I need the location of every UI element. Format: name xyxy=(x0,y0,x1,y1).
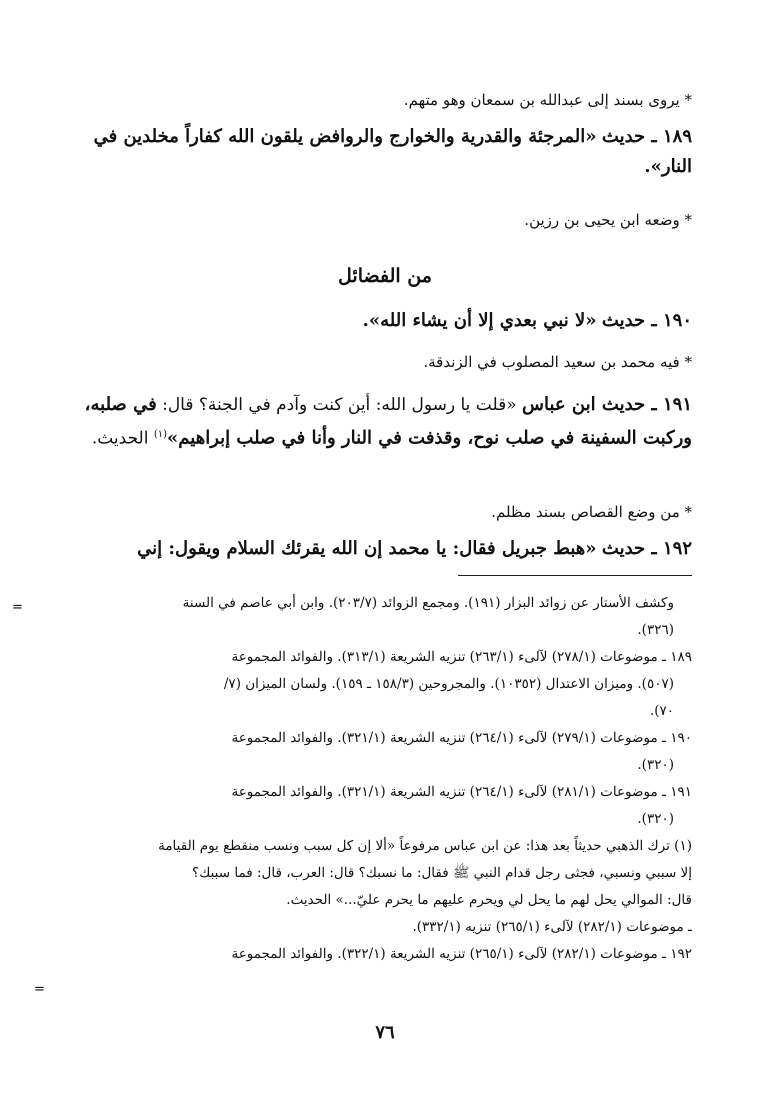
continued-mark-end: = xyxy=(34,982,45,997)
fn-note1-a: (١) ترك الذهبي حديثاً بعد هذا: عن ابن عباس مرفوعاً «ألا إن كل سبب ونسب منقطع يوم القيامة xyxy=(158,838,692,854)
hadith-192-number: ١٩٢ ـ حديث xyxy=(601,538,692,559)
book-page xyxy=(12,80,692,1080)
fn-note1-b: إلا سببي ونسبي، فجثى رجل قدام النبي ﷺ فقال: ما نسبك؟ قال: العرب، قال: فما سببك؟ xyxy=(192,865,692,881)
hadith-191-plain: «قلت يا رسول الله: أين كنت وآدم في الجنة؟ قال xyxy=(167,395,517,415)
fn-189-a: ١٨٩ ـ موضوعات (٢٧٨/١) لآلىء (٢٦٣/١) تنزيه الشريعة (٣١٣/١). والفوائد المجموعة xyxy=(231,649,692,665)
hadith-192 xyxy=(78,534,692,564)
fn-192-a: ١٩٢ ـ موضوعات (٢٨٢/١) لآلىء (٢٦٥/١) تنزيه الشريعة (٣٢٢/١). والفوائد المجموعة xyxy=(231,946,692,962)
hadith-189-text: «المرجئة والقدرية والخوارج والروافض يلقون الله كفاراً مخلدين في النار». xyxy=(93,126,692,177)
fn-cont-2: (٣٢٦). xyxy=(637,622,674,638)
hadith-189 xyxy=(78,122,692,182)
fn-191-a: ١٩١ ـ موضوعات (٢٨١/١) لآلىء (٢٦٤/١) تنزيه الشريعة (٣٢١/١). والفوائد المجموعة xyxy=(231,784,692,800)
footnote-divider xyxy=(458,575,692,576)
hadith-191-number: ١٩١ ـ حديث ابن عباس xyxy=(522,394,692,415)
page-number: ٧٦ xyxy=(375,1022,395,1043)
hadith-190-number: ١٩٠ ـ حديث xyxy=(601,310,692,331)
footnote-ref: (١) xyxy=(153,429,168,440)
fn-cont-1: وكشف الأستار عن زوائد البزار (١٩١). ومجمع الزوائد (٢٠٣/٧). وابن أبي عاصم في السنة xyxy=(182,595,674,611)
hadith-191-note: * من وضع القصاص بسند مظلم. xyxy=(491,503,692,521)
hadith-191-bold: في صلبه، وركبت السفينة في صلب نوح، وقذفت في النار وأنا في صلب إبراهيم» xyxy=(84,394,692,449)
fn-189-c: ٧٠). xyxy=(649,703,674,719)
hadith-192-text: «هبط جبريل فقال: يا محمد إن الله يقرئك السلام ويقول: إني xyxy=(137,538,597,559)
fn-189-b: (٥٠٧). وميزان الاعتدال (١٠٣٥٢). والمجروحين (١٥٨/٣ ـ ١٥٩). ولسان الميزان (٧/ xyxy=(223,676,674,692)
hadith-189-number: ١٨٩ ـ حديث xyxy=(601,126,692,147)
fn-note1-c: قال: الموالي يحل لهم ما يحل لي ويحرم عليهم ما يحرم عليّ...» الحديث. xyxy=(286,892,692,908)
fn-190-b: (٣٢٠). xyxy=(637,757,674,773)
hadith-190 xyxy=(78,306,692,336)
section-title: من الفضائل xyxy=(338,265,432,287)
continued-mark: = xyxy=(12,600,23,615)
hadith-191: ١٩١ ـ حديث ابن عباس «قلت يا رسول الله: أين كنت وآدم في الجنة؟ قال: في صلبه، وركبت السفينة في صلب نوح، وقذفت في النار وأنا في صلب إبراهيم»$^{(١)}$ الحديث. xyxy=(84,394,692,449)
note-prev: * يروى بسند إلى عبدالله بن سمعان وهو متهم. xyxy=(403,91,692,109)
footnotes xyxy=(78,590,692,968)
fn-190-a: ١٩٠ ـ موضوعات (٢٧٩/١) لآلىء (٢٦٤/١) تنزيه الشريعة (٣٢١/١). والفوائد المجموعة xyxy=(231,730,692,746)
hadith-189-note: * وضعه ابن يحيى بن رزين. xyxy=(524,211,692,229)
hadith-190-note: * فيه محمد بن سعيد المصلوب في الزندقة. xyxy=(423,353,692,371)
hadith-190-text: «لا نبي بعدي إلا أن يشاء الله». xyxy=(362,310,597,331)
fn-note1-d: ـ موضوعات (٢٨٢/١) لآلىء (٢٦٥/١) تنزيه (٣٣٢/١). xyxy=(412,919,692,935)
hadith-191-tail: الحديث. xyxy=(91,428,149,449)
fn-191-b: (٣٢٠). xyxy=(637,811,674,827)
